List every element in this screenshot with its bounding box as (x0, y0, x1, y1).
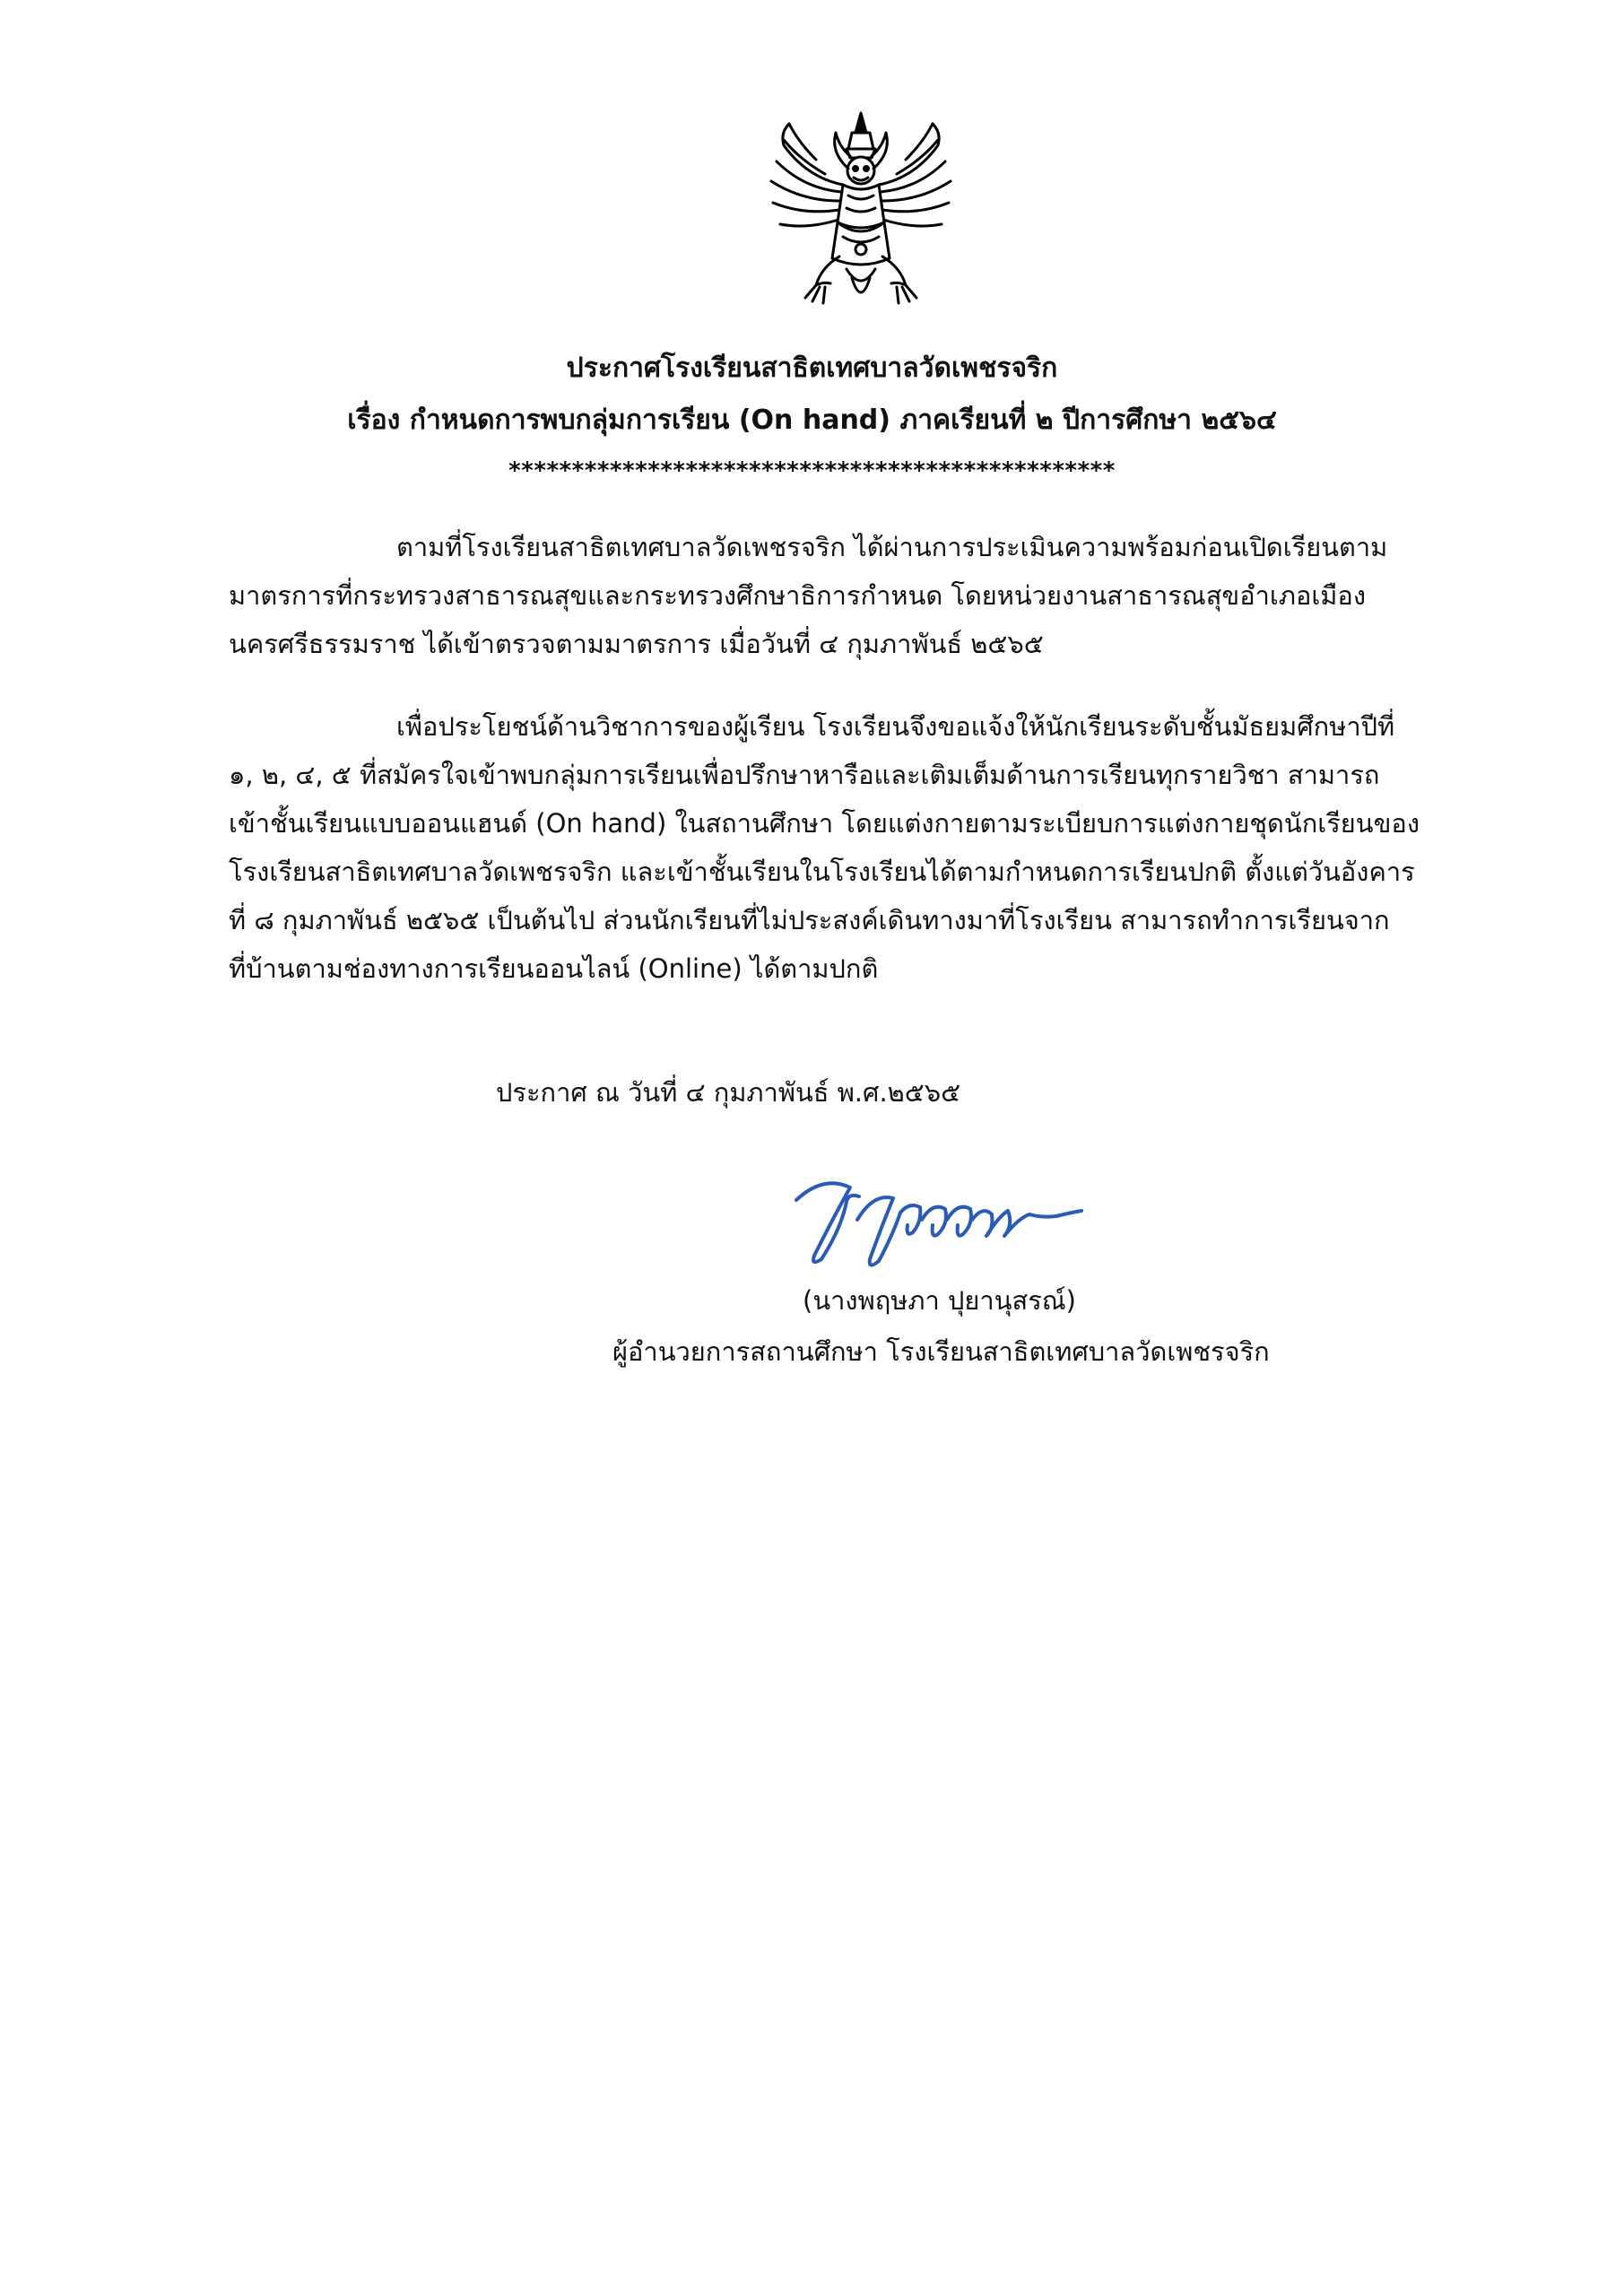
signer-name: (นางพฤษภา ปุยานุสรณ์) (803, 1285, 1076, 1316)
announcement-subject: เรื่อง กำหนดการพบกลุ่มการเรียน (On hand) ภาคเรียนที่ ๒ ปีการศึกษา ๒๕๖๔ (347, 404, 1277, 436)
signer-position: ผู้อำนวยการสถานศึกษา โรงเรียนสาธิตเทศบาลวัดเพชรจริก (612, 1336, 1270, 1367)
paragraph-2-line-2: ๑, ๒, ๔, ๕ ที่สมัครใจเข้าพบกลุ่มการเรียนเพื่อปรึกษาหารือและเติมเต็มด้านการเรียนทุกรายวิชา สามารถ (229, 760, 1380, 790)
paragraph-2-line-5: ที่ ๘ กุมภาพันธ์ ๒๕๖๕ เป็นต้นไป ส่วนนักเรียนที่ไม่ประสงค์เดินทางมาที่โรงเรียน สามารถทำการเรียนจาก (229, 905, 1390, 935)
paragraph-2-line-6: ที่บ้านตามช่องทางการเรียนออนไลน์ (Online) ได้ตามปกติ (229, 953, 879, 984)
paragraph-1-line-1: ตามที่โรงเรียนสาธิตเทศบาลวัดเพชรจริก ได้ผ่านการประเมินความพร้อมก่อนเปิดเรียนตาม (396, 532, 1388, 562)
paragraph-2-line-4: โรงเรียนสาธิตเทศบาลวัดเพชรจริก และเข้าชั้นเรียนในโรงเรียนได้ตามกำหนดการเรียนปกติ ตั้งแต่วันอังคาร (229, 857, 1415, 887)
announcement-title: ประกาศโรงเรียนสาธิตเทศบาลวัดเพชรจริก (566, 352, 1058, 384)
signature-mark (787, 1166, 1092, 1283)
separator-line: ************************************************ (508, 457, 1116, 484)
garuda-emblem-icon (753, 106, 968, 314)
paragraph-1-line-3: นครศรีธรรมราช ได้เข้าตรวจตามมาตรการ เมื่อวันที่ ๔ กุมภาพันธ์ ๒๕๖๕ (229, 629, 1044, 659)
paragraph-2-line-1: เพื่อประโยชน์ด้านวิชาการของผู้เรียน โรงเรียนจึงขอแจ้งให้นักเรียนระดับชั้นมัธยมศึกษาปีที่ (396, 711, 1395, 742)
paragraph-2-line-3: เข้าชั้นเรียนแบบออนแฮนด์ (On hand) ในสถานศึกษา โดยแต่งกายตามระเบียบการแต่งกายชุดนักเรียนของ (229, 808, 1420, 839)
announce-date: ประกาศ ณ วันที่ ๔ กุมภาพันธ์ พ.ศ.๒๕๖๕ (496, 1077, 961, 1108)
paragraph-1-line-2: มาตรการที่กระทรวงสาธารณสุขและกระทรวงศึกษาธิการกำหนด โดยหน่วยงานสาธารณสุขอำเภอเมือง (229, 580, 1366, 611)
